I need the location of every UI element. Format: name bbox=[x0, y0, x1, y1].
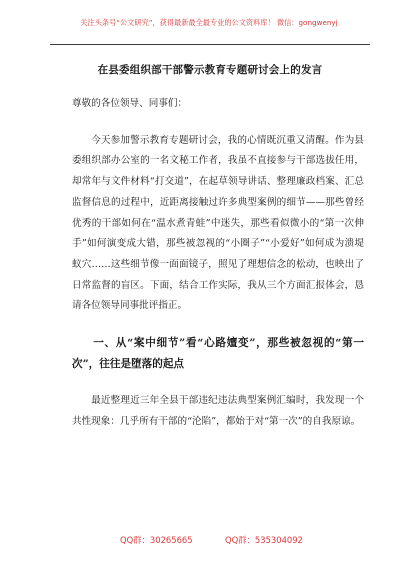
footer-qq-group-1: QQ群：30265665 bbox=[120, 535, 193, 545]
document-body bbox=[72, 94, 364, 432]
header-notice: 关注头条号“公文研究”，获得最新最全最专业的公文资料库！ 微信：gongwenyj bbox=[80, 18, 338, 27]
footer-qq-group-2: QQ群：535304092 bbox=[225, 535, 303, 545]
header-divider bbox=[50, 44, 370, 45]
salutation: 尊敬的各位领导、同事们： bbox=[72, 98, 188, 109]
paragraph: 今天参加警示教育专题研讨会，我的心情既沉重又清醒。作为县委组织部办公室的一名文秘工作者，我虽不直接参与干部选拔任用，却常年与文件材料“打交道”，在起草领导讲话、整理廉政档案、汇总监督信息的过程中，近距离接触过许多典型案例的细节——那些曾经优秀的干部如何在“温水煮青蛙”中迷失，那些看似微小的“第一次伸手”如何演变成大错，那些被忽视的“小圈子”“小爱好”如何成为溃堤蚁穴……这些细节像一面面镜子，照见了理想信念的松动，也映出了日常监督的盲区。下面，结合工作实际，我从三个方面汇报体会，恳请各位领导同事批评指正。 bbox=[72, 134, 364, 312]
section-heading: 一、从“案中细节”看“心路嬗变”，那些被忽视的“第一次”，往往是堕落的起点 bbox=[72, 337, 364, 371]
paragraph: 最近整理近三年全县干部违纪违法典型案例汇编时，我发现一个共性现象：几乎所有干部的“沦陷”，都始于对“第一次”的自我原谅。 bbox=[72, 395, 364, 427]
document-title: 在县委组织部干部警示教育专题研讨会上的发言 bbox=[97, 64, 323, 76]
